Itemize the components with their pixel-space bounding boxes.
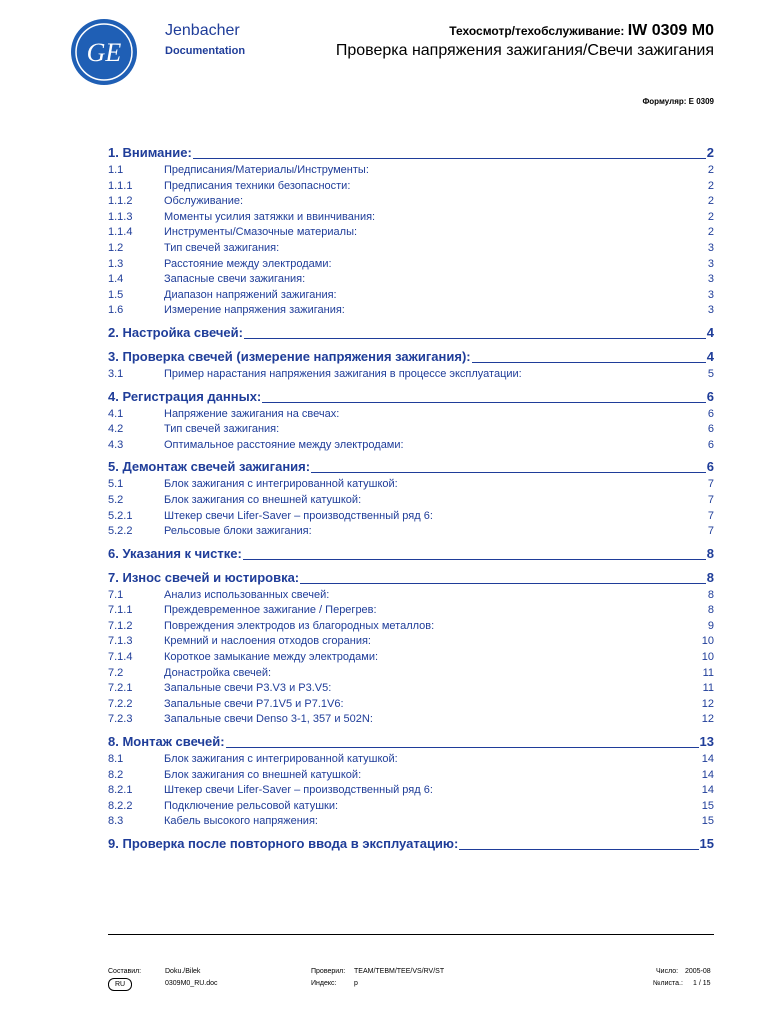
toc-entry[interactable] xyxy=(108,603,714,619)
toc-leader-line xyxy=(472,350,706,363)
toc-chapter-page: 13 xyxy=(699,734,714,750)
toc-entry-title: Преждевременное зажигание / Перегрев: xyxy=(164,604,377,617)
toc-entry-number: 1.4 xyxy=(108,273,124,286)
toc-chapter-heading xyxy=(108,457,310,477)
toc-chapter[interactable] xyxy=(108,568,714,588)
toc-entry-title: Запальные свечи Denso 3-1, 357 и 502N: xyxy=(164,713,373,726)
toc-entry[interactable] xyxy=(108,697,714,713)
toc-entry[interactable] xyxy=(108,241,714,257)
toc-chapter-number: 1. xyxy=(108,145,119,160)
toc-entry-page: 14 xyxy=(701,784,714,797)
brand-subtitle: Documentation xyxy=(165,45,246,57)
toc-entry-page: 9 xyxy=(707,619,714,632)
language-badge: RU xyxy=(108,978,132,991)
toc-chapter-heading xyxy=(108,387,261,407)
toc-entry-number: 3.1 xyxy=(108,367,124,380)
toc-entry-page: 6 xyxy=(707,438,714,451)
toc-entry[interactable] xyxy=(108,210,714,226)
toc-entry-page: 7 xyxy=(707,493,714,506)
toc-entry[interactable] xyxy=(108,225,714,241)
toc-entry-number: 5.2 xyxy=(108,493,124,506)
toc-leader-line xyxy=(459,837,698,850)
toc-entry[interactable] xyxy=(108,799,714,815)
toc-entry-page: 3 xyxy=(707,241,714,254)
footer-author: Doku./Bilek xyxy=(165,968,201,975)
toc-entry-page: 15 xyxy=(701,815,714,828)
toc-entry-page: 3 xyxy=(707,257,714,270)
toc-chapter-page: 4 xyxy=(706,324,714,340)
brand-name: Jenbacher xyxy=(165,22,240,39)
toc-chapter-title: Внимание: xyxy=(122,145,192,160)
toc-entry-title: Запальные свечи P3.V3 и P3.V5: xyxy=(164,682,332,695)
toc-entry-page: 11 xyxy=(702,682,714,695)
toc-chapter-number: 5. xyxy=(108,459,119,475)
toc-entry-number: 5.2.2 xyxy=(108,525,133,538)
toc-entry-number: 7.2.3 xyxy=(108,713,133,726)
toc-entry-number: 7.1.1 xyxy=(108,604,133,617)
toc-entry-title: Подключение рельсовой катушки: xyxy=(164,799,339,812)
toc-entry-page: 12 xyxy=(701,713,714,726)
toc-entry-number: 7.1.2 xyxy=(108,619,133,632)
toc-entry-title: Диапазон напряжений зажигания: xyxy=(164,288,337,301)
toc-entry-page: 11 xyxy=(702,666,714,679)
toc-chapter[interactable] xyxy=(108,143,714,163)
toc-entry[interactable] xyxy=(108,438,714,454)
toc-entry[interactable] xyxy=(108,783,714,799)
toc-entry[interactable] xyxy=(108,163,714,179)
toc-entry-page: 14 xyxy=(701,768,714,781)
toc-entry-title: Предписания/Материалы/Инструменты: xyxy=(164,164,369,176)
toc-chapter-page: 6 xyxy=(706,459,714,475)
toc-entry-page: 2 xyxy=(707,195,714,208)
toc-entry-number: 1.3 xyxy=(108,257,124,270)
toc-chapter-title: Проверка свечей (измерение напряжения зажигания): xyxy=(122,348,471,364)
toc-chapter-page: 6 xyxy=(706,388,714,404)
toc-entry-title: Моменты усилия затяжки и ввинчивания: xyxy=(164,210,376,223)
toc-chapter-heading xyxy=(108,544,242,564)
footer-sheet-label: №листа.: xyxy=(653,980,683,987)
document-id: IW 0309 M0 xyxy=(627,22,714,39)
toc-entry[interactable] xyxy=(108,493,714,509)
toc-leader-line xyxy=(300,571,706,584)
toc-chapter[interactable] xyxy=(108,544,714,564)
toc-entry-number: 8.1 xyxy=(108,753,124,766)
toc-entry-number: 5.2.1 xyxy=(108,509,133,522)
footer-index: p xyxy=(354,980,358,987)
toc-chapter-number: 8. xyxy=(108,734,119,750)
toc-entry-number: 1.6 xyxy=(108,304,124,317)
toc-entry-page: 7 xyxy=(707,478,714,491)
toc-chapter[interactable] xyxy=(108,347,714,367)
toc-leader-line xyxy=(226,735,699,748)
toc-entry-title: Расстояние между электродами: xyxy=(164,257,332,270)
toc-entry-number: 8.2.1 xyxy=(108,784,133,797)
toc-chapter-title: Монтаж свечей: xyxy=(122,734,225,750)
toc-chapter-number: 3. xyxy=(108,348,119,364)
toc-entry-page: 8 xyxy=(707,604,714,617)
toc-entry-page: 14 xyxy=(701,753,714,766)
toc-chapter-number: 2. xyxy=(108,324,119,340)
toc-entry-title: Штекер свечи Lifer-Saver – производственный ряд 6: xyxy=(164,784,433,797)
footer-sheet: 1 / 15 xyxy=(693,980,711,987)
toc-leader-line xyxy=(244,326,706,339)
toc-entry-page: 2 xyxy=(707,179,714,192)
toc-chapter-heading xyxy=(108,732,225,752)
toc-chapter[interactable] xyxy=(108,323,714,343)
footer-file: 0309M0_RU.doc xyxy=(165,980,218,987)
toc-chapter-title: Настройка свечей: xyxy=(122,324,243,340)
toc-entry-page: 8 xyxy=(707,588,714,601)
toc-entry-page: 10 xyxy=(701,651,714,664)
toc-chapter-title: Указания к чистке: xyxy=(122,545,242,561)
toc-chapter-title: Износ свечей и юстировка: xyxy=(122,569,300,585)
toc-entry[interactable] xyxy=(108,666,714,682)
toc-entry-title: Тип свечей зажигания: xyxy=(164,423,280,436)
toc-entry[interactable] xyxy=(108,179,714,195)
toc-entry-page: 15 xyxy=(701,799,714,812)
toc-entry[interactable] xyxy=(108,634,714,650)
toc-entry-title: Инструменты/Смазочные материалы: xyxy=(164,226,358,239)
toc-entry[interactable] xyxy=(108,422,714,438)
toc-chapter-title: Проверка после повторного ввода в эксплуатацию: xyxy=(122,836,459,851)
toc-entry-number: 7.2.1 xyxy=(108,682,133,695)
toc-leader-line xyxy=(243,547,706,560)
toc-entry-title: Кремний и наслоения отходов сгорания: xyxy=(164,635,371,648)
toc-entry-title: Анализ использованных свечей: xyxy=(164,588,330,601)
toc-entry-number: 4.1 xyxy=(108,407,124,420)
toc-entry-number: 8.3 xyxy=(108,815,124,828)
toc-chapter[interactable] xyxy=(108,732,714,752)
toc-entry[interactable] xyxy=(108,257,714,273)
toc-entry-title: Пример нарастания напряжения зажигания в процессе эксплуатации: xyxy=(164,367,522,380)
toc-entry[interactable] xyxy=(108,477,714,493)
toc-entry-number: 7.2.2 xyxy=(108,697,133,710)
toc-entry[interactable] xyxy=(108,367,714,383)
toc-chapter[interactable] xyxy=(108,834,714,854)
toc-entry-page: 10 xyxy=(701,635,714,648)
toc-entry-page: 7 xyxy=(707,509,714,522)
toc-entry[interactable] xyxy=(108,407,714,423)
toc-entry-title: Измерение напряжения зажигания: xyxy=(164,304,345,317)
toc-entry-number: 1.1.4 xyxy=(108,226,133,239)
toc-entry-number: 7.1.3 xyxy=(108,635,133,648)
toc-entry-number: 8.2.2 xyxy=(108,799,133,812)
toc-entry-page: 3 xyxy=(707,304,714,317)
toc-chapter-number: 4. xyxy=(108,388,119,404)
toc-entry-number: 4.2 xyxy=(108,423,124,436)
toc-entry[interactable] xyxy=(108,619,714,635)
table-of-contents xyxy=(108,143,714,854)
toc-chapter-page: 15 xyxy=(699,836,714,851)
toc-chapter-heading xyxy=(108,347,471,367)
toc-entry-title: Блок зажигания с интегрированной катушкой: xyxy=(164,478,398,491)
toc-entry-title: Штекер свечи Lifer-Saver – производственный ряд 6: xyxy=(164,509,433,522)
toc-entry-title: Напряжение зажигания на свечах: xyxy=(164,407,340,420)
toc-chapter-heading xyxy=(108,568,299,588)
document-type: Техосмотр/техобслуживание: xyxy=(449,24,625,38)
toc-entry-title: Блок зажигания со внешней катушкой: xyxy=(164,768,362,781)
toc-entry[interactable] xyxy=(108,768,714,784)
toc-entry-title: Запальные свечи P7.1V5 и P7.1V6: xyxy=(164,697,344,710)
footer-checked: TEAM/TEBM/TEE/VS/RV/ST xyxy=(354,968,445,975)
toc-entry-title: Блок зажигания с интегрированной катушкой: xyxy=(164,753,398,766)
footer-date: 2005-08 xyxy=(685,968,711,975)
toc-entry-title: Оптимальное расстояние между электродами: xyxy=(164,438,404,451)
toc-entry-number: 1.1.2 xyxy=(108,195,133,208)
toc-entry-number: 7.1 xyxy=(108,588,124,601)
toc-chapter-number: 6. xyxy=(108,545,119,561)
toc-entry-page: 12 xyxy=(701,697,714,710)
toc-entry-number: 1.1.3 xyxy=(108,210,133,223)
toc-entry[interactable] xyxy=(108,303,714,319)
toc-entry-number: 1.1 xyxy=(108,164,124,176)
toc-entry-title: Донастройка свечей: xyxy=(164,666,272,679)
toc-entry[interactable] xyxy=(108,288,714,304)
toc-entry-title: Рельсовые блоки зажигания: xyxy=(164,525,312,538)
toc-entry-title: Кабель высокого напряжения: xyxy=(164,815,318,828)
document-title: Проверка напряжения зажигания/Свечи зажигания xyxy=(335,42,714,59)
toc-leader-line xyxy=(262,390,706,403)
toc-entry-title: Повреждения электродов из благородных металлов: xyxy=(164,619,435,632)
toc-entry[interactable] xyxy=(108,272,714,288)
toc-chapter[interactable] xyxy=(108,457,714,477)
toc-entry-page: 2 xyxy=(707,226,714,239)
toc-entry-number: 1.1.1 xyxy=(108,179,133,192)
footer-date-label: Число: xyxy=(656,968,679,975)
footer-divider xyxy=(108,934,714,935)
toc-entry[interactable] xyxy=(108,524,714,540)
toc-entry-title: Короткое замыкание между электродами: xyxy=(164,651,379,664)
toc-entry-page: 2 xyxy=(707,164,714,176)
footer-index-label: Индекс: xyxy=(311,980,337,987)
toc-entry-title: Блок зажигания со внешней катушкой: xyxy=(164,493,362,506)
toc-leader-line xyxy=(311,460,706,473)
toc-entry[interactable] xyxy=(108,681,714,697)
toc-entry-number: 8.2 xyxy=(108,768,124,781)
toc-entry-page: 2 xyxy=(707,210,714,223)
document-header xyxy=(0,0,768,106)
toc-entry[interactable] xyxy=(108,194,714,210)
toc-entry-number: 4.3 xyxy=(108,438,124,451)
toc-chapter-title: Регистрация данных: xyxy=(122,388,262,404)
logo-lettering: GE xyxy=(86,38,122,67)
toc-entry[interactable] xyxy=(108,814,714,830)
toc-chapter-title: Демонтаж свечей зажигания: xyxy=(122,459,311,475)
toc-entry-number: 7.2 xyxy=(108,666,124,679)
form-number: Формуляр: E 0309 xyxy=(642,97,714,106)
toc-entry[interactable] xyxy=(108,588,714,604)
toc-leader-line xyxy=(193,146,706,159)
toc-chapter-heading xyxy=(108,323,243,343)
footer-checked-label: Проверил: xyxy=(311,968,346,975)
toc-entry-number: 1.5 xyxy=(108,288,124,301)
toc-entry-number: 7.1.4 xyxy=(108,651,133,664)
toc-entry-page: 7 xyxy=(707,525,714,538)
toc-chapter-number: 7. xyxy=(108,569,119,585)
toc-entry-page: 3 xyxy=(707,288,714,301)
toc-entry[interactable] xyxy=(108,650,714,666)
toc-entry-page: 5 xyxy=(707,367,714,380)
toc-entry[interactable] xyxy=(108,712,714,728)
toc-chapter-number: 9. xyxy=(108,836,119,851)
toc-entry-title: Обслуживание: xyxy=(164,195,244,208)
toc-entry-number: 5.1 xyxy=(108,478,124,491)
toc-entry-number: 1.2 xyxy=(108,241,124,254)
toc-chapter-heading xyxy=(108,143,192,163)
toc-chapter-page: 2 xyxy=(706,145,714,160)
footer-author-label: Составил: xyxy=(108,968,142,975)
toc-entry[interactable] xyxy=(108,509,714,525)
toc-entry[interactable] xyxy=(108,752,714,768)
document-type-line xyxy=(449,22,714,40)
toc-entry-title: Предписания техники безопасности: xyxy=(164,179,351,192)
toc-chapter-heading xyxy=(108,834,458,854)
toc-chapter-page: 8 xyxy=(706,569,714,585)
toc-entry-page: 6 xyxy=(707,423,714,436)
toc-entry-page: 6 xyxy=(707,407,714,420)
toc-chapter-page: 4 xyxy=(706,348,714,364)
toc-entry-title: Запасные свечи зажигания: xyxy=(164,273,306,286)
toc-chapter-page: 8 xyxy=(706,545,714,561)
toc-entry-title: Тип свечей зажигания: xyxy=(164,241,280,254)
ge-logo xyxy=(70,18,138,86)
toc-entry-page: 3 xyxy=(707,273,714,286)
toc-chapter[interactable] xyxy=(108,387,714,407)
